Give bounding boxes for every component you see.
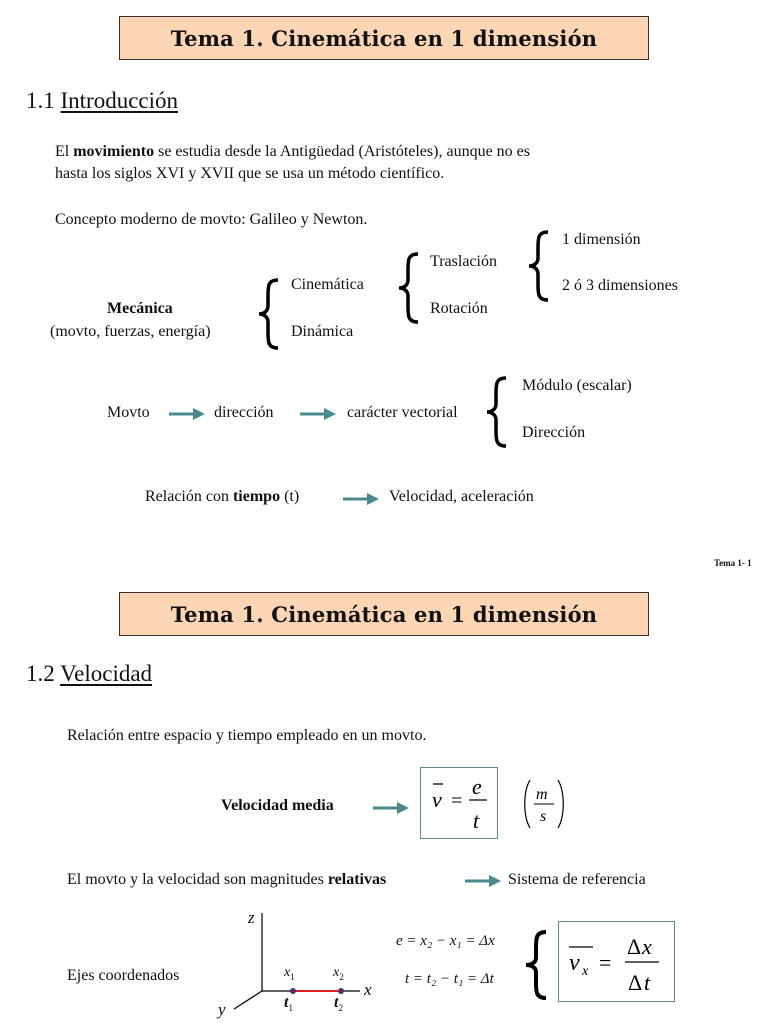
vectorial-label: carácter vectorial bbox=[347, 404, 458, 421]
coordinate-axes-icon bbox=[210, 905, 390, 1024]
svg-text:e: e bbox=[472, 774, 482, 799]
x1-label: $x_1$ bbox=[284, 965, 295, 982]
direccion-label: Dirección bbox=[522, 424, 586, 441]
section-introduccion bbox=[26, 88, 178, 114]
svg-text:t: t bbox=[644, 970, 651, 995]
svg-text:s: s bbox=[540, 808, 547, 825]
axis-x-label: x bbox=[364, 980, 372, 999]
equation-e: e = x₂ − x₁ = Δx bbox=[396, 933, 495, 949]
svg-text:Δ: Δ bbox=[627, 934, 642, 959]
svg-text:x: x bbox=[642, 934, 652, 959]
t2-label: $t_2$ bbox=[334, 994, 343, 1013]
brace-traslacion-icon bbox=[526, 230, 552, 302]
formula-icon bbox=[559, 922, 676, 1003]
brace-mecanica-icon bbox=[256, 278, 282, 350]
arrow-icon bbox=[342, 491, 380, 507]
brace-equations-icon bbox=[522, 930, 550, 1000]
arrow-icon bbox=[299, 406, 337, 422]
slide1-title: Tema 1. Cinemática en 1 dimensión bbox=[119, 16, 649, 60]
units-icon bbox=[522, 777, 566, 831]
mecanica-label: Mecánica bbox=[107, 300, 173, 317]
movto-label: Movto bbox=[107, 404, 150, 421]
cinematica-label: Cinemática bbox=[291, 276, 364, 293]
velocidad-media-label: Velocidad media bbox=[221, 797, 334, 814]
brace-vectorial-icon bbox=[484, 376, 510, 448]
relativas-text: El movto y la velocidad son magnitudes relativas bbox=[67, 871, 387, 888]
intro-line-2: hasta los siglos XVI y XVII que se usa un método científico. bbox=[55, 165, 445, 182]
traslacion-label: Traslación bbox=[430, 253, 497, 270]
arrow-icon bbox=[372, 800, 410, 816]
svg-text:=: = bbox=[599, 950, 612, 975]
dinamica-label: Dinámica bbox=[291, 323, 354, 340]
svg-text:v: v bbox=[432, 787, 442, 812]
section-name: Velocidad bbox=[60, 661, 153, 686]
relacion-tiempo-text: Relación con tiempo (t) bbox=[145, 488, 300, 505]
svg-text:Δ: Δ bbox=[628, 970, 643, 995]
formula-icon bbox=[421, 768, 499, 840]
svg-text:=: = bbox=[451, 790, 463, 812]
intro-line-1: El movimiento se estudia desde la Antigüedad (Aristóteles), aunque no es bbox=[55, 143, 530, 160]
direccion-chain-label: dirección bbox=[214, 404, 274, 421]
section-number: 1.2 bbox=[26, 661, 55, 686]
section-name: Introducción bbox=[60, 88, 179, 113]
sistema-referencia: Sistema de referencia bbox=[508, 871, 646, 888]
slide2-title: Tema 1. Cinemática en 1 dimensión bbox=[119, 592, 649, 636]
section-velocidad bbox=[26, 661, 152, 687]
relacion-result: Velocidad, aceleración bbox=[389, 488, 534, 505]
svg-text:m: m bbox=[536, 786, 548, 803]
slide-footer: Tema 1- 1 bbox=[714, 558, 752, 568]
velocidad-media-formula bbox=[420, 767, 498, 839]
relation-text: Relación entre espacio y tiempo empleado en un movto. bbox=[67, 727, 427, 744]
mecanica-subtitle: (movto, fuerzas, energía) bbox=[50, 323, 211, 340]
svg-text:t: t bbox=[473, 808, 480, 833]
section-number: 1.1 bbox=[26, 88, 55, 113]
ejes-label: Ejes coordenados bbox=[67, 967, 180, 984]
equation-t: t = t₂ − t₁ = Δt bbox=[405, 971, 494, 987]
concept-text: Concepto moderno de movto: Galileo y Newton. bbox=[55, 211, 368, 228]
rotacion-label: Rotación bbox=[430, 300, 488, 317]
dimension-1-label: 1 dimensión bbox=[562, 231, 641, 248]
modulo-label: Módulo (escalar) bbox=[522, 377, 632, 394]
arrow-icon bbox=[168, 406, 206, 422]
t1-label: $t_1$ bbox=[284, 994, 293, 1013]
svg-text:v: v bbox=[569, 950, 580, 976]
x2-label: $x_2$ bbox=[333, 965, 344, 982]
dimension-23-label: 2 ó 3 dimensiones bbox=[562, 277, 678, 294]
axis-y-label: y bbox=[218, 1000, 226, 1019]
axis-z-label: z bbox=[248, 908, 255, 927]
velocidad-x-formula bbox=[558, 921, 675, 1002]
arrow-icon bbox=[464, 873, 502, 889]
brace-cinematica-icon bbox=[396, 252, 422, 324]
svg-text:x: x bbox=[582, 964, 589, 979]
